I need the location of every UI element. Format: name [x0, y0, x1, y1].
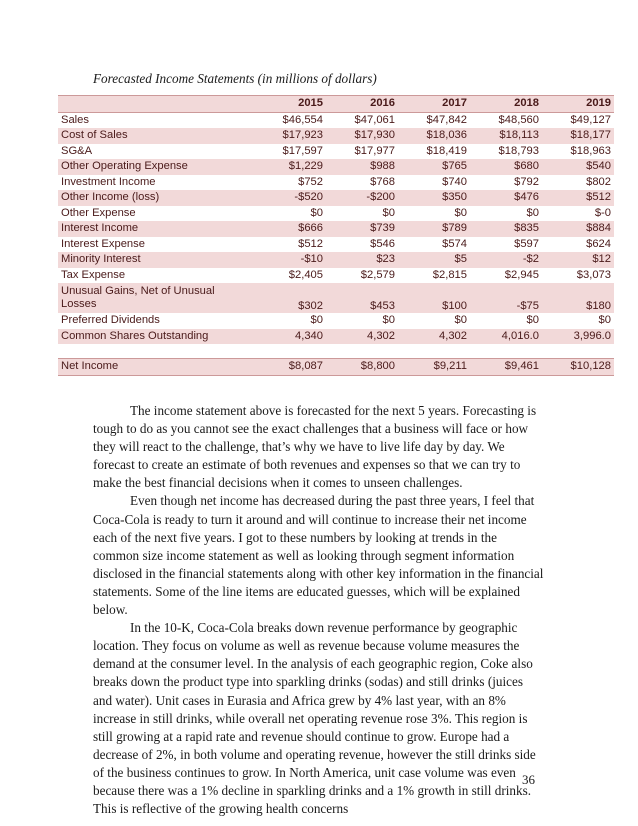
- cell-value: $988: [370, 160, 395, 173]
- year-header: 2017: [442, 97, 467, 110]
- cell-value: $765: [442, 160, 467, 173]
- cell-value: $2,815: [432, 268, 467, 281]
- row-label: Investment Income: [61, 175, 156, 188]
- cell-value: $9,461: [504, 360, 539, 373]
- cell-value: $18,036: [426, 129, 467, 142]
- cell-value: 4,302: [439, 329, 467, 342]
- table-row: [58, 237, 614, 253]
- cell-value: $624: [586, 237, 611, 250]
- cell-value: 4,016.0: [501, 329, 539, 342]
- cell-value: $597: [514, 237, 539, 250]
- cell-value: $3,073: [576, 268, 611, 281]
- year-header: 2016: [370, 97, 395, 110]
- cell-value: $752: [298, 175, 323, 188]
- year-header: 2015: [298, 97, 323, 110]
- year-header: 2018: [514, 97, 539, 110]
- cell-value: $0: [382, 206, 395, 219]
- cell-value: $49,127: [570, 113, 611, 126]
- row-label-line: Losses: [61, 298, 97, 310]
- row-label-line: Unusual Gains, Net of Unusual: [61, 285, 215, 297]
- cell-value: $17,930: [354, 129, 395, 142]
- table-row: [58, 112, 614, 128]
- row-label: Interest Expense: [61, 237, 145, 250]
- cell-value: 4,340: [295, 329, 323, 342]
- cell-value: $0: [382, 314, 395, 327]
- net-income-row: [58, 359, 614, 376]
- cell-value: 4,302: [367, 329, 395, 342]
- row-label: Other Income (loss): [61, 191, 160, 204]
- cell-value: $17,923: [282, 129, 323, 142]
- row-label: Preferred Dividends: [61, 314, 160, 327]
- cell-value: $740: [442, 175, 467, 188]
- cell-value: $2,945: [504, 268, 539, 281]
- table-row: [58, 190, 614, 206]
- cell-value: $180: [586, 300, 611, 312]
- cell-value: $5: [454, 253, 467, 266]
- row-label: Cost of Sales: [61, 129, 128, 142]
- cell-value: $48,560: [498, 113, 539, 126]
- row-label: SG&A: [61, 144, 93, 157]
- cell-value: $18,419: [426, 144, 467, 157]
- cell-value: $46,554: [282, 113, 323, 126]
- table-row: [58, 221, 614, 237]
- cell-value: $512: [586, 191, 611, 204]
- cell-value: $17,597: [282, 144, 323, 157]
- cell-value: $100: [442, 300, 467, 312]
- cell-value: $47,061: [354, 113, 395, 126]
- cell-value: $476: [514, 191, 539, 204]
- cell-value: $12: [592, 253, 611, 266]
- table-row: [58, 159, 614, 175]
- table-row: [58, 144, 614, 160]
- row-label: Net Income: [61, 360, 119, 373]
- row-label: Common Shares Outstanding: [61, 329, 209, 342]
- cell-value: $453: [370, 300, 395, 312]
- cell-value: $574: [442, 237, 467, 250]
- cell-value: $18,793: [498, 144, 539, 157]
- row-label: Interest Income: [61, 222, 139, 235]
- table-row: [58, 206, 614, 222]
- page-number: 36: [522, 772, 535, 787]
- row-label: [58, 283, 254, 313]
- table-row: [58, 175, 614, 191]
- cell-value: $789: [442, 222, 467, 235]
- table-row: [58, 329, 614, 345]
- cell-value: $9,211: [433, 360, 467, 373]
- cell-value: $884: [586, 222, 611, 235]
- spacer-row: [58, 344, 614, 359]
- row-label: Minority Interest: [61, 253, 141, 266]
- cell-value: $546: [370, 237, 395, 250]
- cell-value: $739: [370, 222, 395, 235]
- cell-value: $-0: [594, 206, 611, 219]
- table-caption: Forecasted Income Statements (in millions of dollars): [93, 71, 377, 86]
- cell-value: $10,128: [570, 360, 611, 373]
- cell-value: $18,113: [499, 129, 539, 142]
- cell-value: $680: [514, 160, 539, 173]
- income-statement-table: [58, 95, 614, 376]
- row-label: Other Operating Expense: [61, 160, 188, 173]
- table-row: [58, 252, 614, 268]
- cell-value: $768: [370, 175, 395, 188]
- row-label: Other Expense: [61, 206, 136, 219]
- cell-value: -$10: [300, 253, 323, 266]
- cell-value: -$2: [522, 253, 539, 266]
- cell-value: -$75: [516, 300, 539, 312]
- paragraph: The income statement above is forecasted for the next 5 years. Forecasting is tough to do as you cannot see the exact challenges that a business will face or how they will react to the challenge, that’s why we have to live life day by day. We forecast to create an estimate of both revenues and expenses so that we can try to make the best financial decisions when it comes to unseen challenges.: [93, 403, 537, 491]
- cell-value: $0: [598, 314, 611, 327]
- year-header: 2019: [586, 97, 611, 110]
- cell-value: $2,405: [288, 268, 323, 281]
- row-label: Tax Expense: [61, 268, 126, 281]
- cell-value: $23: [376, 253, 395, 266]
- cell-value: $802: [586, 175, 611, 188]
- table-row: [58, 313, 614, 329]
- cell-value: $350: [442, 191, 467, 204]
- cell-value: $540: [586, 160, 611, 173]
- cell-value: $0: [526, 314, 539, 327]
- cell-value: $1,229: [288, 160, 323, 173]
- cell-value: $18,963: [570, 144, 611, 157]
- cell-value: $2,579: [360, 268, 395, 281]
- paragraph: In the 10-K, Coca-Cola breaks down revenue performance by geographic location. They focus on volume as well as revenue because volume measures the demand at the consumer level. In the analysis of each geographic region, Coke also breaks down the product type into sparkling drinks (sodas) and still drinks (juices and water). Unit cases in Eurasia and Africa grew by 4% last year, with an 8% increase in still drinks, while overall net operating revenue rose 3%. This region is still growing at a rapid rate and revenue should continue to grow. Europe had a decrease of 2%, in both volume and operating revenue, however the still drinks side of the business continues to grow. In North America, unit case volume was even because there was a 1% decline in sparkling drinks and a 1% growth in still drinks. This is reflective of the growing health concerns: [93, 620, 536, 817]
- cell-value: $0: [526, 206, 539, 219]
- cell-value: $18,177: [570, 129, 611, 142]
- cell-value: -$200: [366, 191, 395, 204]
- cell-value: $0: [310, 206, 323, 219]
- cell-value: $0: [454, 206, 467, 219]
- cell-value: 3,996.0: [573, 329, 611, 342]
- cell-value: $0: [454, 314, 467, 327]
- table-row: [58, 128, 614, 144]
- cell-value: $8,800: [360, 360, 395, 373]
- body-text: [93, 402, 545, 818]
- cell-value: $17,977: [354, 144, 395, 157]
- table-row: [58, 268, 614, 284]
- cell-value: $302: [298, 300, 323, 312]
- cell-value: $666: [298, 222, 323, 235]
- cell-value: $792: [514, 175, 539, 188]
- cell-value: $8,087: [288, 360, 323, 373]
- table-row: [58, 283, 614, 313]
- paragraph: Even though net income has decreased during the past three years, I feel that Coca-Cola is ready to turn it around and will continue to increase their net income each of the next five years. I got to these numbers by looking at trends in the common size income statement as well as looking through segment information disclosed in the financial statements along with other key information in the financial statements. Some of the line items are educated guesses, which will be explained below.: [93, 493, 544, 618]
- row-label: Sales: [61, 113, 89, 126]
- cell-value: $512: [298, 237, 323, 250]
- cell-value: $47,842: [426, 113, 467, 126]
- header-row: [58, 96, 614, 113]
- cell-value: $835: [514, 222, 539, 235]
- cell-value: -$520: [294, 191, 323, 204]
- cell-value: $0: [310, 314, 323, 327]
